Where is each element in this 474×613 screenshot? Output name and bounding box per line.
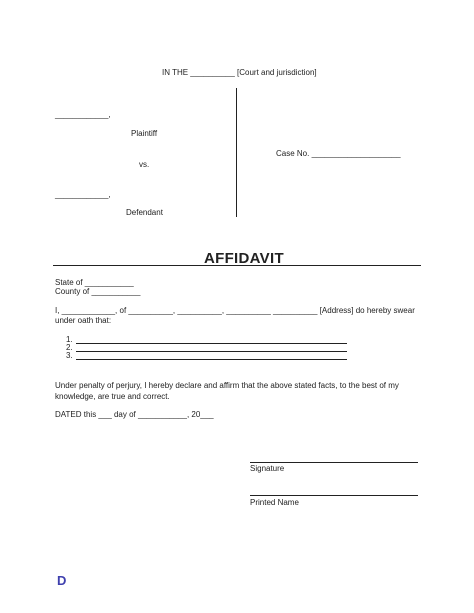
printed-name-label: Printed Name [250,498,299,507]
title-rule [53,265,421,266]
statement-number-1: 1. [66,335,73,344]
plaintiff-label: Plaintiff [131,129,158,138]
statement-number-3: 3. [66,351,73,360]
defendant-name-blank[interactable]: ____________, [55,190,111,199]
signature-line[interactable] [250,462,418,463]
oath-line: under oath that: [55,316,112,325]
caption-divider [236,88,237,217]
state-field[interactable]: State of ___________ [55,278,134,287]
brand-logo-icon: D [57,573,67,588]
defendant-label: Defendant [126,208,163,217]
affiant-address-line[interactable]: I, ____________, of __________, __________, __________ __________ [Address] do hereby swear [55,306,415,315]
perjury-declaration: Under penalty of perjury, I hereby declare and affirm that the above stated facts, to the best of my knowledge, are true and correct. [55,381,399,401]
document-title: AFFIDAVIT [204,250,284,267]
statement-number-2: 2. [66,343,73,352]
county-field[interactable]: County of ___________ [55,287,141,296]
case-number-field[interactable]: Case No. ____________________ [276,149,401,158]
plaintiff-name-blank[interactable]: ____________, [55,110,111,119]
dated-field[interactable]: DATED this ___ day of ___________, 20___ [55,410,214,419]
signature-label: Signature [250,464,285,473]
court-jurisdiction-line: IN THE __________ [Court and jurisdiction] [162,68,317,77]
statement-line-1[interactable] [76,343,347,344]
printed-name-line[interactable] [250,495,418,496]
statement-line-3[interactable] [76,359,347,360]
statement-line-2[interactable] [76,351,347,352]
versus-label: vs. [139,160,150,169]
